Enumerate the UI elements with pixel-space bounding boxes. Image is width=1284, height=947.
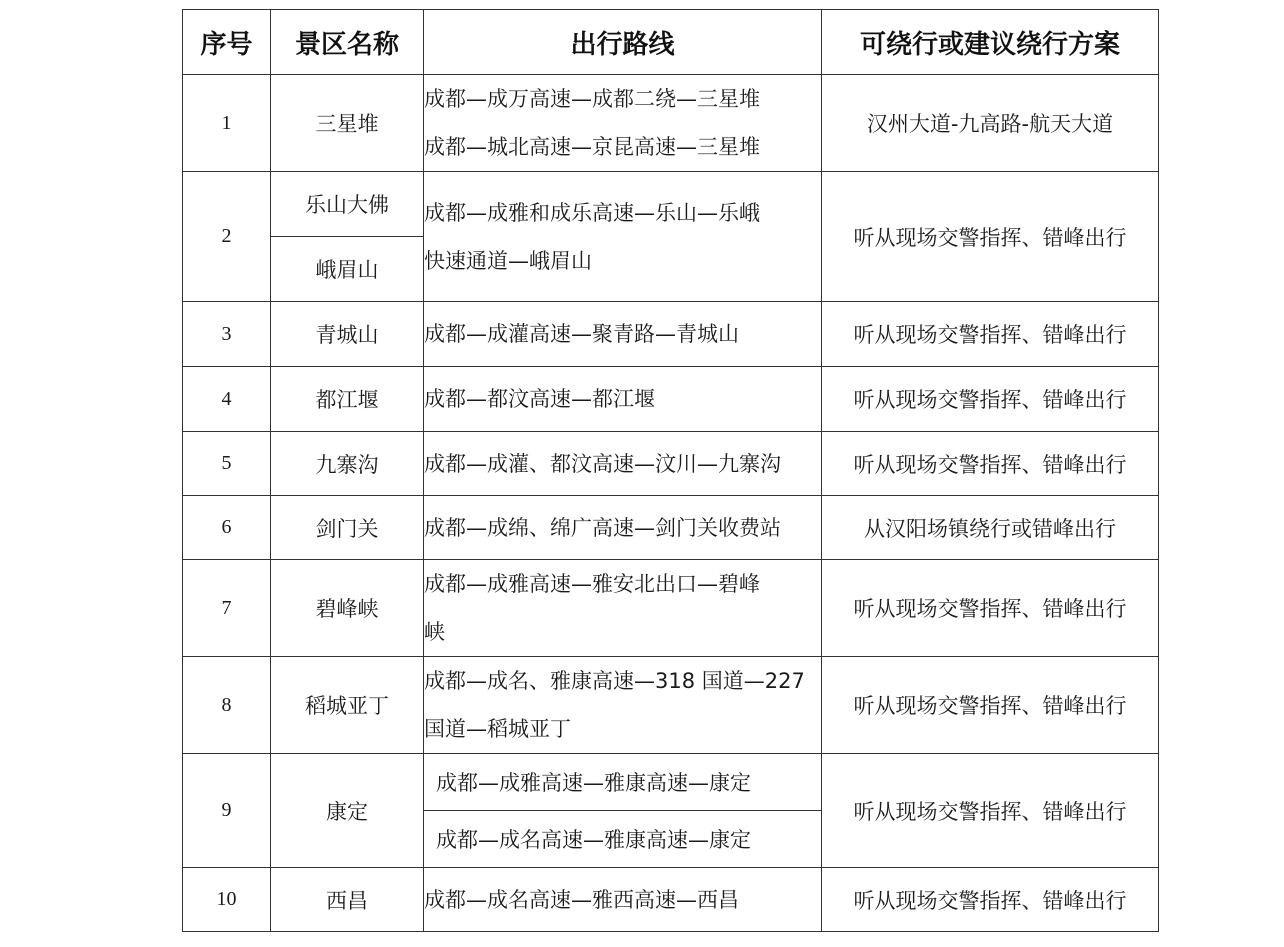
scenic-name: 峨眉山: [271, 236, 423, 301]
detour-plan: 汉州大道-九高路-航天大道: [822, 75, 1159, 172]
header-plan: 可绕行或建议绕行方案: [822, 10, 1159, 75]
route-cell: [424, 496, 822, 560]
scenic-name: 乐山大佛: [305, 193, 389, 217]
scenic-name: 九寨沟: [271, 432, 424, 496]
scenic-name: 康定: [271, 754, 424, 868]
route-line: 成都—都汶高速—都江堰: [424, 387, 655, 411]
route-line: 成都—成灌、都汶高速—汶川—九寨沟: [424, 451, 781, 476]
table-row: [183, 432, 1159, 496]
route-cell: [424, 367, 822, 432]
table-row: [183, 754, 1159, 868]
route-line: 成都—成雅高速—雅康高速—康定: [436, 771, 751, 795]
row-number: 2: [183, 172, 271, 302]
detour-plan: 听从现场交警指挥、错峰出行: [822, 302, 1159, 367]
route-line: 成都—成名高速—雅西高速—西昌: [424, 887, 739, 912]
table-header-row: [183, 10, 1159, 75]
route-cell: [424, 302, 822, 367]
route-line: 成都—成绵、绵广高速—剑门关收费站: [424, 515, 781, 540]
table-row: [183, 302, 1159, 367]
row-number: 10: [183, 868, 271, 932]
route-line: 成都—成雅和成乐高速—乐山—乐峨: [424, 200, 760, 225]
route-line: 峡: [424, 620, 445, 644]
route-cell: [424, 75, 822, 172]
scenic-name: 都江堰: [271, 367, 424, 432]
row-number: 7: [183, 560, 271, 657]
scenic-name: 三星堆: [271, 75, 424, 172]
route-cell-split: [424, 754, 822, 868]
detour-plan: 听从现场交警指挥、错峰出行: [822, 754, 1159, 868]
route-line: 成都—成雅高速—雅安北出口—碧峰: [424, 572, 760, 596]
table-row: [183, 560, 1159, 657]
scenic-name: 西昌: [271, 868, 424, 932]
route-line: 成都—城北高速—京昆高速—三星堆: [424, 135, 760, 159]
route-line: 成都—成名、雅康高速—318 国道—227: [424, 669, 805, 693]
route-cell: [424, 868, 822, 932]
scenic-name-split: [271, 172, 424, 302]
scenic-name: 稻城亚丁: [271, 657, 424, 754]
row-number: 8: [183, 657, 271, 754]
header-no: 序号: [183, 10, 271, 75]
table-row: [183, 172, 1159, 302]
route-line: 成都—成万高速—成都二绕—三星堆: [424, 87, 760, 111]
table-row: [183, 657, 1159, 754]
row-number: 4: [183, 367, 271, 432]
table-row: [183, 496, 1159, 560]
route-cell: [424, 432, 822, 496]
route-cell: [424, 560, 822, 657]
scenic-name: 青城山: [271, 302, 424, 367]
detour-plan: 从汉阳场镇绕行或错峰出行: [822, 496, 1159, 560]
row-number: 3: [183, 302, 271, 367]
scenic-name: 碧峰峡: [271, 560, 424, 657]
detour-plan: 听从现场交警指挥、错峰出行: [822, 868, 1159, 932]
route-cell: [424, 657, 822, 754]
detour-plan: 听从现场交警指挥、错峰出行: [822, 657, 1159, 754]
detour-plan: 听从现场交警指挥、错峰出行: [822, 432, 1159, 496]
row-number: 5: [183, 432, 271, 496]
table-row: [183, 367, 1159, 432]
scenic-name: 剑门关: [271, 496, 424, 560]
header-route: 出行路线: [424, 10, 822, 75]
row-number: 1: [183, 75, 271, 172]
route-cell: [424, 172, 822, 302]
scenic-route-table: [182, 9, 1159, 932]
header-name: 景区名称: [271, 10, 424, 75]
detour-plan: 听从现场交警指挥、错峰出行: [822, 172, 1159, 302]
row-number: 6: [183, 496, 271, 560]
row-number: 9: [183, 754, 271, 868]
table-row: [183, 75, 1159, 172]
detour-plan: 听从现场交警指挥、错峰出行: [822, 367, 1159, 432]
route-line: 成都—成名高速—雅康高速—康定: [424, 810, 821, 867]
route-line: 成都—成灌高速—聚青路—青城山: [424, 322, 739, 346]
route-line: 国道—稻城亚丁: [424, 717, 571, 741]
route-line: 快速通道—峨眉山: [424, 248, 592, 273]
table-row: [183, 868, 1159, 932]
detour-plan: 听从现场交警指挥、错峰出行: [822, 560, 1159, 657]
